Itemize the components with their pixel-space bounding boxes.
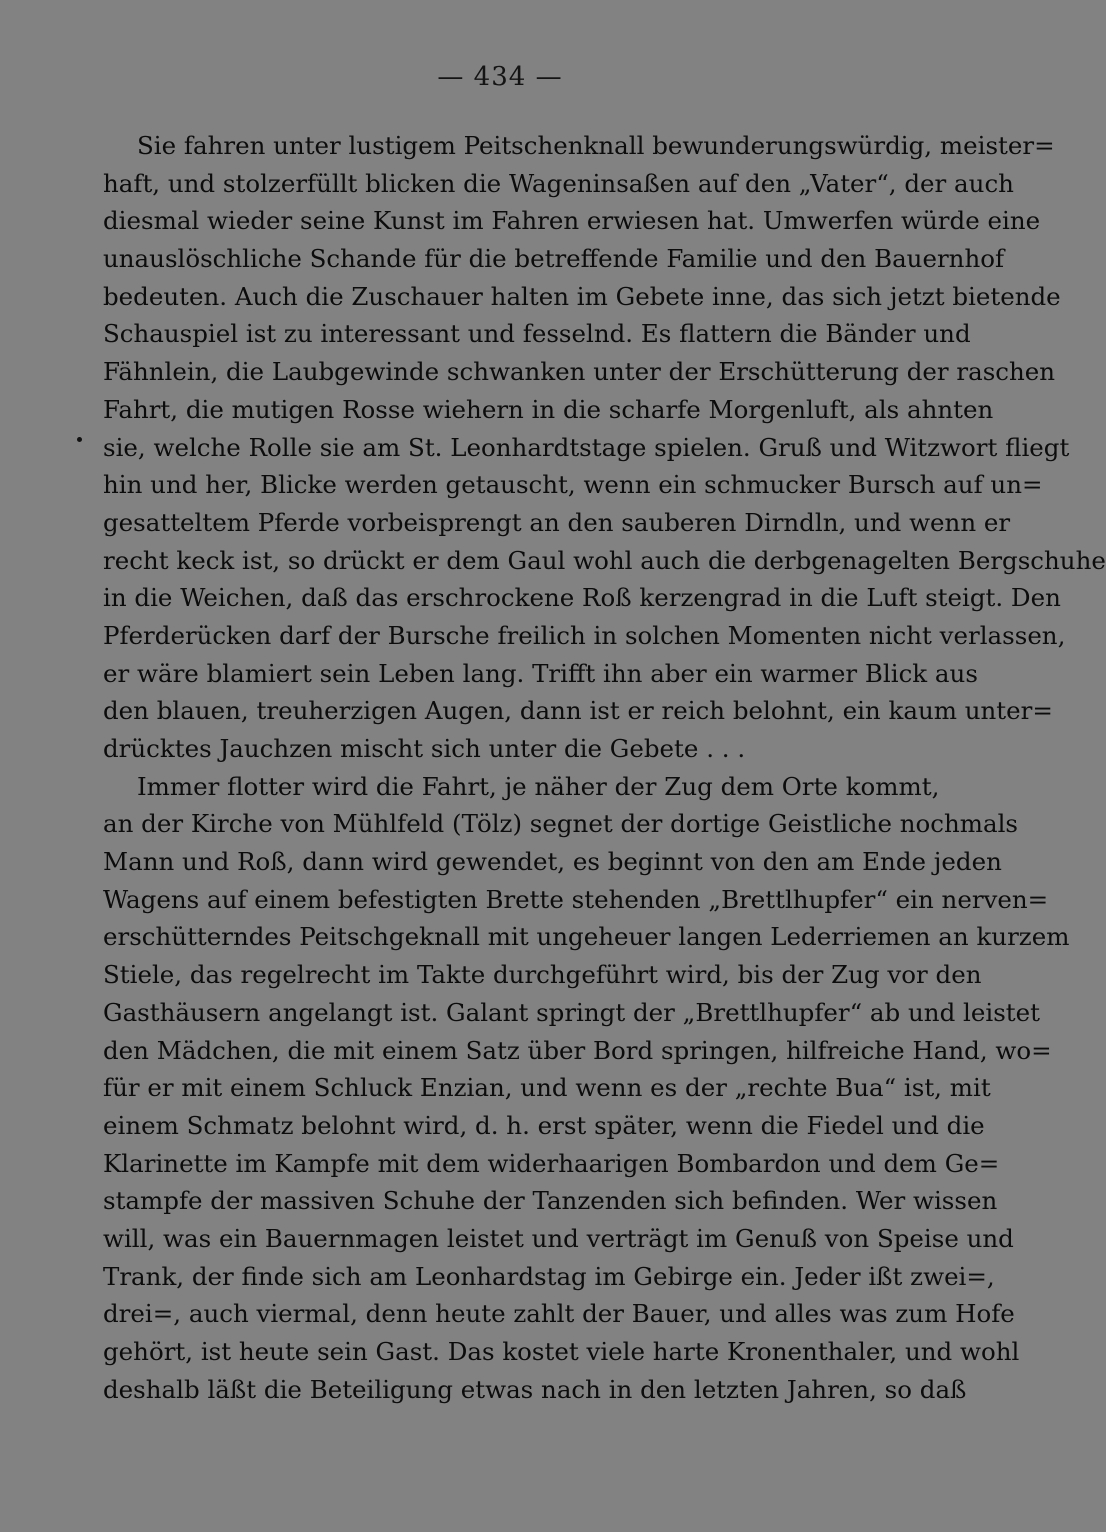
- text-line: diesmal wieder seine Kunst im Fahren erwiesen hat. Umwerfen würde eine: [103, 206, 1041, 236]
- text-line: bedeuten. Auch die Zuschauer halten im Gebete inne, das sich jetzt bietende: [103, 281, 1061, 311]
- text-line: Wagens auf einem befestigten Brette stehenden „Brettlhupfer“ ein nerven=: [103, 884, 1049, 914]
- text-line: den Mädchen, die mit einem Satz über Bord springen, hilfreiche Hand, wo=: [103, 1035, 1052, 1065]
- text-line: Trank, der finde sich am Leonhardstag im Gebirge ein. Jeder ißt zwei=,: [103, 1261, 995, 1291]
- text-line: sie, welche Rolle sie am St. Leonhardtstage spielen. Gruß und Witzwort fliegt: [103, 432, 1070, 462]
- text-line: Gasthäusern angelangt ist. Galant springt der „Brettlhupfer“ ab und leistet: [103, 997, 1040, 1027]
- print-speck: [77, 437, 82, 442]
- text-line: drücktes Jauchzen mischt sich unter die Gebete . . .: [103, 734, 746, 763]
- body-text: [103, 127, 1106, 1408]
- text-line: den blauen, treuherzigen Augen, dann ist er reich belohnt, ein kaum unter=: [103, 696, 1053, 726]
- text-line: unauslöschliche Schande für die betreffende Familie und den Bauernhof: [103, 244, 1005, 274]
- text-line: Schauspiel ist zu interessant und fesselnd. Es flattern die Bänder und: [103, 319, 971, 349]
- text-line: deshalb läßt die Beteiligung etwas nach in den letzten Jahren, so daß: [103, 1374, 967, 1404]
- text-line: Mann und Roß, dann wird gewendet, es beginnt von den am Ende jeden: [103, 847, 1002, 877]
- text-line: Fähnlein, die Laubgewinde schwanken unter der Erschütterung der raschen: [103, 357, 1056, 387]
- page-number: — 434 —: [437, 62, 563, 92]
- text-line: für er mit einem Schluck Enzian, und wenn es der „rechte Bua“ ist, mit: [103, 1073, 991, 1103]
- text-line: gesatteltem Pferde vorbeisprengt an den sauberen Dirndln, und wenn er: [103, 507, 1011, 537]
- text-line: Immer flotter wird die Fahrt, je näher der Zug dem Orte kommt,: [137, 771, 940, 801]
- text-line: drei=, auch viermal, denn heute zahlt der Bauer, und alles was zum Hofe: [103, 1299, 1015, 1329]
- text-line: stampfe der massiven Schuhe der Tanzenden sich befinden. Wer wissen: [103, 1186, 998, 1216]
- text-line: einem Schmatz belohnt wird, d. h. erst später, wenn die Fiedel und die: [103, 1110, 985, 1140]
- text-line: gehört, ist heute sein Gast. Das kostet viele harte Kronenthaler, und wohl: [103, 1337, 1020, 1366]
- text-line: will, was ein Bauernmagen leistet und verträgt im Genuß von Speise und: [103, 1223, 1014, 1253]
- text-line: haft, und stolzerfüllt blicken die Wageninsaßen auf den „Vater“, der auch: [103, 168, 1014, 198]
- text-line: in die Weichen, daß das erschrockene Roß kerzengrad in die Luft steigt. Den: [103, 583, 1061, 613]
- text-line: Pferderücken darf der Bursche freilich in solchen Momenten nicht verlassen,: [103, 620, 1066, 650]
- text-line: hin und her, Blicke werden getauscht, wenn ein schmucker Bursch auf un=: [103, 470, 1043, 500]
- text-line: Fahrt, die mutigen Rosse wiehern in die scharfe Morgenluft, als ahnten: [103, 394, 994, 424]
- text-line: Stiele, das regelrecht im Takte durchgeführt wird, bis der Zug vor den: [103, 960, 982, 990]
- text-line: Klarinette im Kampfe mit dem widerhaarigen Bombardon und dem Ge=: [103, 1148, 1000, 1178]
- text-line: erschütterndes Peitschgeknall mit ungeheuer langen Lederriemen an kurzem: [103, 922, 1070, 952]
- text-line: Sie fahren unter lustigem Peitschenknall bewunderungswürdig, meister=: [137, 131, 1055, 160]
- text-line: er wäre blamiert sein Leben lang. Trifft ihn aber ein warmer Blick aus: [103, 658, 978, 688]
- text-line: an der Kirche von Mühlfeld (Tölz) segnet der dortige Geistliche nochmals: [103, 809, 1019, 839]
- text-line: recht keck ist, so drückt er dem Gaul wohl auch die derbgenagelten Bergschuhe: [103, 545, 1106, 575]
